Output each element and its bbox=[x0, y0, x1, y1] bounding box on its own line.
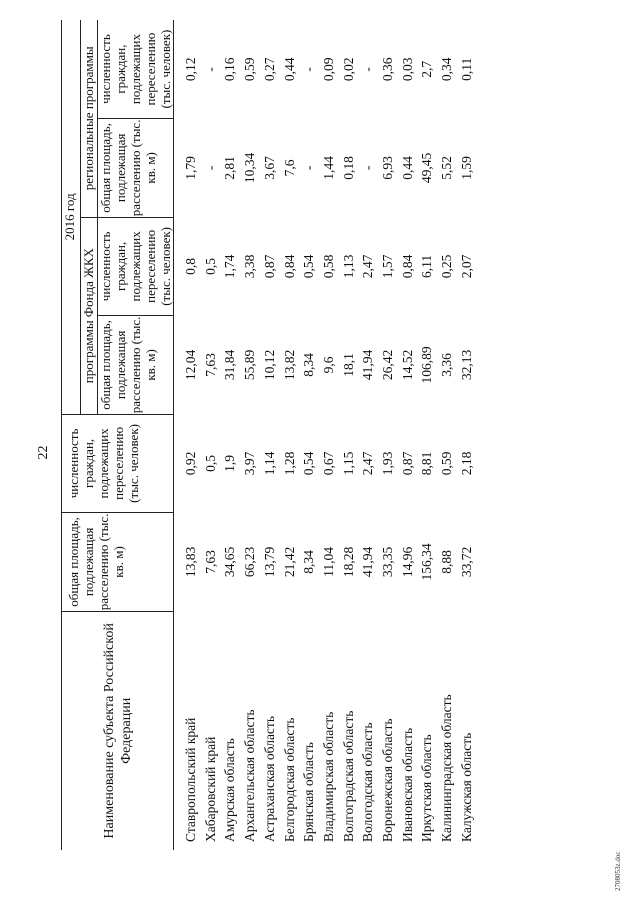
value-cell: 0,87 bbox=[261, 254, 277, 279]
value-cell: 0,34 bbox=[439, 57, 455, 82]
value-cell: 26,42 bbox=[380, 349, 396, 381]
header-total-area: общая площадь, подлежащая расселению (тыс. кв. м) bbox=[62, 513, 174, 612]
value-cell: 7,6 bbox=[281, 159, 297, 177]
value-cell: 1,74 bbox=[222, 254, 238, 279]
header-fund-programs: программы Фонда ЖКХ bbox=[81, 217, 98, 414]
value-cell: 3,67 bbox=[261, 156, 277, 180]
header-subject-name: Наименование субъекта Российской Федерации bbox=[62, 611, 174, 850]
page-number: 22 bbox=[36, 445, 51, 460]
value-cell: 0,09 bbox=[320, 57, 336, 82]
value-cell: 32,13 bbox=[458, 349, 474, 381]
subject-name-cell: Вологодская область bbox=[360, 722, 376, 842]
value-cell: 14,52 bbox=[399, 349, 415, 381]
value-cell: - bbox=[360, 165, 376, 171]
table-row bbox=[181, 20, 201, 850]
value-cell: 106,89 bbox=[419, 346, 435, 384]
value-cell: 7,63 bbox=[202, 550, 218, 574]
value-cell: 1,9 bbox=[222, 454, 238, 472]
subject-name-cell: Иркутская область bbox=[419, 734, 435, 842]
value-cell: 0,18 bbox=[340, 156, 356, 180]
header-regional-people: численность граждан, подлежащих переселению (тыс. человек) bbox=[98, 20, 174, 119]
value-cell: 8,88 bbox=[439, 550, 455, 574]
value-cell: 13,82 bbox=[281, 349, 297, 381]
header-fund-people: численность граждан, подлежащих переселению (тыс. человек) bbox=[98, 217, 174, 316]
table-row bbox=[201, 20, 221, 850]
value-cell: 3,36 bbox=[439, 353, 455, 377]
value-cell: 2,81 bbox=[222, 156, 238, 180]
value-cell: 2,18 bbox=[458, 451, 474, 476]
header-year: 2016 год bbox=[62, 20, 81, 414]
value-cell: 2,07 bbox=[458, 254, 474, 279]
value-cell: - bbox=[301, 67, 317, 72]
value-cell: 1,44 bbox=[320, 156, 336, 180]
value-cell: 9,6 bbox=[320, 356, 336, 374]
value-cell: 0,54 bbox=[301, 254, 317, 279]
value-cell: 1,59 bbox=[458, 156, 474, 180]
value-cell: 6,11 bbox=[419, 254, 435, 278]
table-row bbox=[398, 20, 418, 850]
value-cell: 0,36 bbox=[380, 57, 396, 82]
value-cell: 1,93 bbox=[380, 451, 396, 476]
value-cell: 1,79 bbox=[183, 156, 198, 180]
value-cell: 0,02 bbox=[340, 57, 356, 82]
value-cell: 0,59 bbox=[242, 57, 258, 82]
value-cell: 0,5 bbox=[202, 454, 218, 472]
value-cell: 0,67 bbox=[320, 451, 336, 476]
table-row bbox=[437, 20, 457, 850]
subject-name-cell: Воронежская область bbox=[380, 718, 396, 842]
value-cell: 0,27 bbox=[261, 57, 277, 82]
header-regional-programs: региональные программы bbox=[81, 20, 98, 217]
value-cell: 66,23 bbox=[242, 546, 258, 578]
table-row bbox=[358, 20, 378, 850]
value-cell: 41,94 bbox=[360, 546, 376, 578]
value-cell: 33,35 bbox=[380, 546, 396, 578]
subject-name-cell: Белгородская область bbox=[281, 717, 297, 842]
header-total-people: численность граждан, подлежащих переселению (тыс. человек) bbox=[62, 414, 174, 513]
table-row bbox=[299, 20, 319, 850]
value-cell: 3,38 bbox=[242, 254, 258, 279]
value-cell: 8,34 bbox=[301, 550, 317, 574]
value-cell: 49,45 bbox=[419, 152, 435, 184]
header-regional-area: общая площадь, подлежащая расселению (тыс. кв. м) bbox=[98, 119, 174, 218]
value-cell: 0,5 bbox=[202, 257, 218, 275]
subject-name-cell: Владимирская область bbox=[320, 711, 336, 842]
value-cell: 12,04 bbox=[183, 349, 198, 381]
subject-name-cell: Астраханская область bbox=[261, 716, 277, 842]
footer-file-code: 2708053z.doc bbox=[614, 851, 622, 891]
value-cell: 3,97 bbox=[242, 451, 258, 476]
value-cell: 10,12 bbox=[261, 349, 277, 381]
resettlement-table bbox=[61, 20, 477, 850]
value-cell: 11,04 bbox=[320, 547, 336, 577]
value-cell: 31,84 bbox=[222, 349, 238, 381]
table-row bbox=[260, 20, 280, 850]
value-cell: - bbox=[202, 165, 218, 171]
value-cell: 1,13 bbox=[340, 254, 356, 279]
table-body bbox=[174, 20, 477, 850]
header-fund-area: общая площадь, подлежащая расселению (тыс. кв. м) bbox=[98, 316, 174, 415]
value-cell: 14,96 bbox=[399, 546, 415, 578]
value-cell: 18,28 bbox=[340, 546, 356, 578]
value-cell: 13,79 bbox=[261, 546, 277, 578]
table-row bbox=[319, 20, 339, 850]
value-cell: 1,28 bbox=[281, 451, 297, 476]
value-cell: 2,47 bbox=[360, 451, 376, 476]
value-cell: 21,42 bbox=[281, 546, 297, 578]
table-row bbox=[417, 20, 437, 850]
table-row bbox=[457, 20, 477, 850]
subject-name-cell: Хабаровский край bbox=[202, 736, 218, 842]
value-cell: 0,58 bbox=[320, 254, 336, 279]
value-cell: 2,47 bbox=[360, 254, 376, 279]
value-cell: 18,1 bbox=[340, 353, 356, 377]
value-cell: 8,34 bbox=[301, 353, 317, 377]
value-cell: 0,03 bbox=[399, 57, 415, 82]
value-cell: - bbox=[360, 67, 376, 72]
value-cell: 10,34 bbox=[242, 152, 258, 184]
spacer-row bbox=[174, 20, 182, 850]
value-cell: 6,93 bbox=[380, 156, 396, 180]
subject-name-cell: Амурская область bbox=[222, 738, 238, 842]
value-cell: 1,15 bbox=[340, 451, 356, 476]
value-cell: 7,63 bbox=[202, 353, 218, 377]
value-cell: - bbox=[301, 165, 317, 171]
value-cell: 1,57 bbox=[380, 254, 396, 279]
value-cell: 0,54 bbox=[301, 451, 317, 476]
value-cell: 5,52 bbox=[439, 156, 455, 180]
value-cell: 0,44 bbox=[399, 156, 415, 180]
value-cell: 0,59 bbox=[439, 451, 455, 476]
table-row bbox=[378, 20, 398, 850]
value-cell: 41,94 bbox=[360, 349, 376, 381]
subject-name-cell: Волгоградская область bbox=[340, 710, 356, 842]
value-cell: 8,81 bbox=[419, 451, 435, 476]
value-cell: 0,16 bbox=[222, 57, 238, 82]
value-cell: 0,84 bbox=[399, 254, 415, 279]
value-cell: 0,12 bbox=[183, 57, 198, 82]
table-row bbox=[240, 20, 260, 850]
value-cell: 34,65 bbox=[222, 546, 238, 578]
subject-name-cell: Калининградская область bbox=[439, 694, 455, 842]
value-cell: 33,72 bbox=[458, 546, 474, 578]
value-cell: 2,7 bbox=[419, 60, 435, 78]
value-cell: 1,14 bbox=[261, 451, 277, 476]
value-cell: 0,25 bbox=[439, 254, 455, 279]
subject-name-cell: Ставропольский край bbox=[183, 717, 198, 842]
subject-name-cell: Архангельская область bbox=[242, 709, 258, 842]
value-cell: 0,84 bbox=[281, 254, 297, 279]
value-cell: 0,92 bbox=[183, 451, 198, 476]
value-cell: 13,83 bbox=[183, 546, 198, 578]
table-row bbox=[280, 20, 300, 850]
value-cell: - bbox=[202, 67, 218, 72]
value-cell: 156,34 bbox=[419, 543, 435, 581]
table-row bbox=[339, 20, 359, 850]
value-cell: 0,8 bbox=[183, 257, 198, 275]
value-cell: 0,44 bbox=[281, 57, 297, 82]
subject-name-cell: Калужская область bbox=[458, 732, 474, 842]
table-row bbox=[220, 20, 240, 850]
subject-name-cell: Ивановская область bbox=[399, 727, 415, 842]
value-cell: 0,11 bbox=[458, 57, 474, 81]
subject-name-cell: Брянская область bbox=[301, 742, 317, 842]
value-cell: 0,87 bbox=[399, 451, 415, 476]
value-cell: 55,89 bbox=[242, 349, 258, 381]
